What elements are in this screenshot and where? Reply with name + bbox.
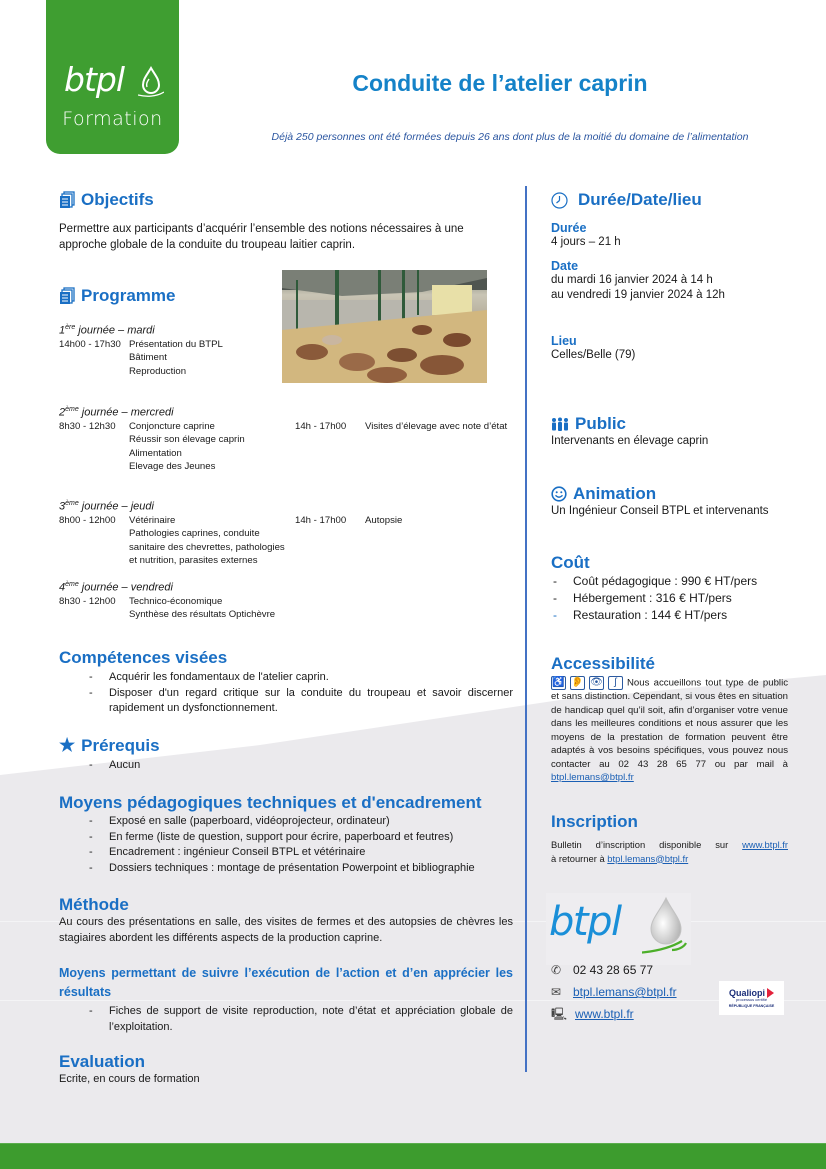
lieu-value: Celles/Belle (79) [551,348,636,361]
section-animation [551,484,811,520]
list-item: - Restauration : 144 € HT/pers [553,608,728,622]
list-item: - Fiches de support de visite reproduction, note d’état et appréciation globale de l’exploitation. [89,1005,513,1033]
btpl-logo-wordmark: btpl [549,899,621,945]
section-methode [59,895,513,946]
prerequis-title: Prérequis [81,735,160,755]
morning-item: Technico-économique [129,595,223,607]
envelope-icon: ✉ [551,985,562,999]
morning-item: Présentation du BTPL [129,338,223,350]
clock-icon [551,192,568,209]
duree-value: 4 jours – 21 h [551,236,621,248]
star-icon: ★ [59,735,76,755]
morning-time: 8h00 - 12h00 [59,514,116,526]
morning-item: Reproduction [129,365,187,377]
qualiopi-badge [719,981,784,1015]
morning-time: 8h30 - 12h00 [59,595,116,607]
water-drop-icon [138,66,164,98]
inscription-line-2: à retourner à btpl.lemans@btpl.fr [551,852,689,864]
section-cout [551,553,801,624]
programme-day-4 [59,578,513,622]
phone-icon: ✆ [551,963,562,977]
section-programme [59,286,513,306]
afternoon-time: 14h - 17h00 [295,514,347,526]
list-item: - Hébergement : 316 € HT/pers [553,591,732,605]
contact-phone: ✆ 02 43 28 65 77 [551,959,721,981]
qualiopi-arrow-icon [767,988,774,998]
day-schedule [59,338,513,379]
prerequis-list [59,758,513,774]
list-item: - Exposé en salle (paperboard, vidéoprojecteur, ordinateur) [89,815,390,827]
suivi-list [59,1004,513,1035]
inscription-heading: Inscription [551,812,638,831]
computer-icon: 🖳 [551,1007,568,1021]
footer-bar [0,1143,826,1169]
hearing-icon: 👂 [571,677,584,688]
methode-text: Au cours des présentations en salle, des visites de fermes et des autopsies de chèvres les stagiaires abordent les différents aspects de la production caprine. [59,916,513,944]
animation-text: Un Ingénieur Conseil BTPL et intervenants [551,505,769,517]
lieu-label: Lieu [551,333,577,348]
list-item: - Coût pédagogique : 990 € HT/pers [553,574,758,588]
list-item: - Disposer d'un regard critique sur la conduite du troupeau et savoir discerner rapidement un dysfonctionnement. [89,686,513,714]
btpl-formation-logo [46,0,179,154]
day-title: 2ème journée – mercredi [59,406,174,419]
day-schedule [59,514,513,568]
programme-title: Programme [81,286,176,305]
list-item: - Encadrement : ingénieur Conseil BTPL et vétérinaire [89,846,366,858]
morning-time: 14h00 - 17h30 [59,338,121,350]
people-icon [551,417,569,431]
morning-item: Alimentation [129,447,182,459]
objectifs-title: Objectifs [81,190,154,209]
section-suivi [59,964,513,1035]
morning-item: Pathologies caprines, conduite [129,528,260,540]
accessibility-icons [551,676,623,690]
cout-list [551,573,801,624]
objectifs-heading [59,190,513,210]
morning-item: et nutrition, parasites externes [129,555,258,567]
contact-email-link[interactable]: btpl.lemans@btpl.fr [573,985,677,999]
logo-formation-label: Formation [62,108,163,130]
wheelchair-icon: ♿ [552,677,565,688]
day-schedule [59,420,513,474]
accessibilite-email-link[interactable]: btpl.lemans@btpl.fr [551,772,634,784]
list-item: - Acquérir les fondamentaux de l'atelier caprin. [89,671,329,683]
document-icon [59,287,75,305]
afternoon-item: Visites d’élevage avec note d’état [365,420,508,432]
duree-heading [551,190,791,210]
evaluation-text: Ecrite, en cours de formation [59,1073,200,1085]
morning-item: Réussir son élevage caprin [129,434,245,446]
objectifs-text: Permettre aux participants d’acquérir l’ensemble des notions nécessaires à une approche globale de la conduite du troupeau laitier caprin. [59,223,464,251]
page-title: Conduite de l’atelier caprin [352,70,648,96]
btpl-logo [546,893,691,965]
section-inscription [551,812,788,865]
methode-heading: Méthode [59,895,129,914]
list-item: - En ferme (liste de question, support pour écrire, paperboard et feutres) [89,830,454,843]
visual-icon: 👁 [590,677,603,688]
public-heading [551,414,801,434]
public-title: Public [575,414,627,433]
accessibilite-heading: Accessibilité [551,654,655,673]
programme-heading [59,286,513,306]
morning-time: 8h30 - 12h30 [59,420,116,432]
competences-heading: Compétences visées [59,648,228,667]
suivi-heading: Moyens permettant de suivre l’exécution de l’action et d’en apprécier les résultats [59,966,513,999]
cout-heading: Coût [551,553,590,572]
date-line-2: au vendredi 19 janvier 2024 à 12h [551,289,725,301]
list-item: - Aucun [89,759,141,771]
smiley-icon [551,486,567,502]
duree-label: Durée [551,221,587,235]
programme-day-2 [59,403,513,474]
contact-website-link[interactable]: www.btpl.fr [575,1007,634,1021]
animation-heading [551,484,811,504]
logo-wordmark: btpl [64,60,125,99]
accessibilite-text: ♿ 👂 👁 ʃ Nous accueillons tout type de public et sans distinction. Cependant, si vous êtes en situation de handicap quel qu’il soit, afin d’organiser votre venue dans les meilleures conditions et nous assurer que les moyens de la prestation de formation peuvent être adaptés à vos besoins spécifiques, vous pouvez nous contacter au 02 43 28 65 77 ou par mail à btpl.lemans@btpl.fr [551,677,788,784]
prerequis-heading [59,735,513,756]
cognitive-icon: ʃ [608,676,623,690]
date-label: Date [551,258,579,273]
inscription-line-1: Bulletin d’inscription disponible sur www.btpl.fr [551,839,788,850]
section-duree-date-lieu [551,190,791,363]
section-public [551,414,801,450]
section-accessibilite [551,654,788,785]
morning-item: Conjoncture caprine [129,420,215,432]
email-link[interactable]: btpl.lemans@btpl.fr [607,852,689,864]
page-subtitle: Déjà 250 personnes ont été formées depuis 26 ans dont plus de la moitié du domaine de l’alimentation [271,131,749,143]
afternoon-item: Autopsie [365,514,403,526]
programme-day-3 [59,497,513,568]
day-title: 4ème journée – vendredi [59,581,173,594]
public-text: Intervenants en élevage caprin [551,435,709,447]
duree-title: Durée/Date/lieu [578,190,702,209]
morning-item: Elevage des Jeunes [129,461,216,473]
morning-item: sanitaire des chevrettes, pathologies [129,541,285,553]
competences-list [59,670,513,717]
contact-website [551,1003,721,1025]
qualiopi-name: Qualiopi [729,988,765,998]
day-title: 1ère journée – mardi [59,324,155,337]
website-link[interactable]: www.btpl.fr [742,839,788,850]
evaluation-heading: Evaluation [59,1052,145,1071]
morning-item: Synthèse des résultats Optichèvre [129,609,276,621]
date-line-1: du mardi 16 janvier 2024 à 14 h [551,273,713,286]
morning-item: Vétérinaire [129,514,176,526]
qualiopi-rf: RÉPUBLIQUE FRANÇAISE [728,1004,775,1008]
day-title: 3ème journée – jeudi [59,500,154,513]
day-schedule [59,595,513,622]
contact-info [551,959,721,1025]
section-prerequis [59,735,513,774]
section-moyens [59,793,519,876]
document-icon [59,191,75,209]
moyens-list [59,814,519,876]
section-competences [59,648,513,717]
section-objectifs [59,190,513,253]
animation-title: Animation [573,484,657,503]
contact-email [551,981,721,1003]
programme-day-1 [59,321,513,378]
qualiopi-sub: processus certifié [735,997,768,1002]
afternoon-time: 14h - 17h00 [295,420,347,432]
section-evaluation [59,1052,513,1088]
water-drop-icon [642,895,692,957]
morning-item: Bâtiment [129,352,167,364]
list-item: - Dossiers techniques : montage de présentation Powerpoint et bibliographie [89,861,475,874]
moyens-heading: Moyens pédagogiques techniques et d'encadrement [59,793,482,812]
column-divider [525,186,527,1072]
